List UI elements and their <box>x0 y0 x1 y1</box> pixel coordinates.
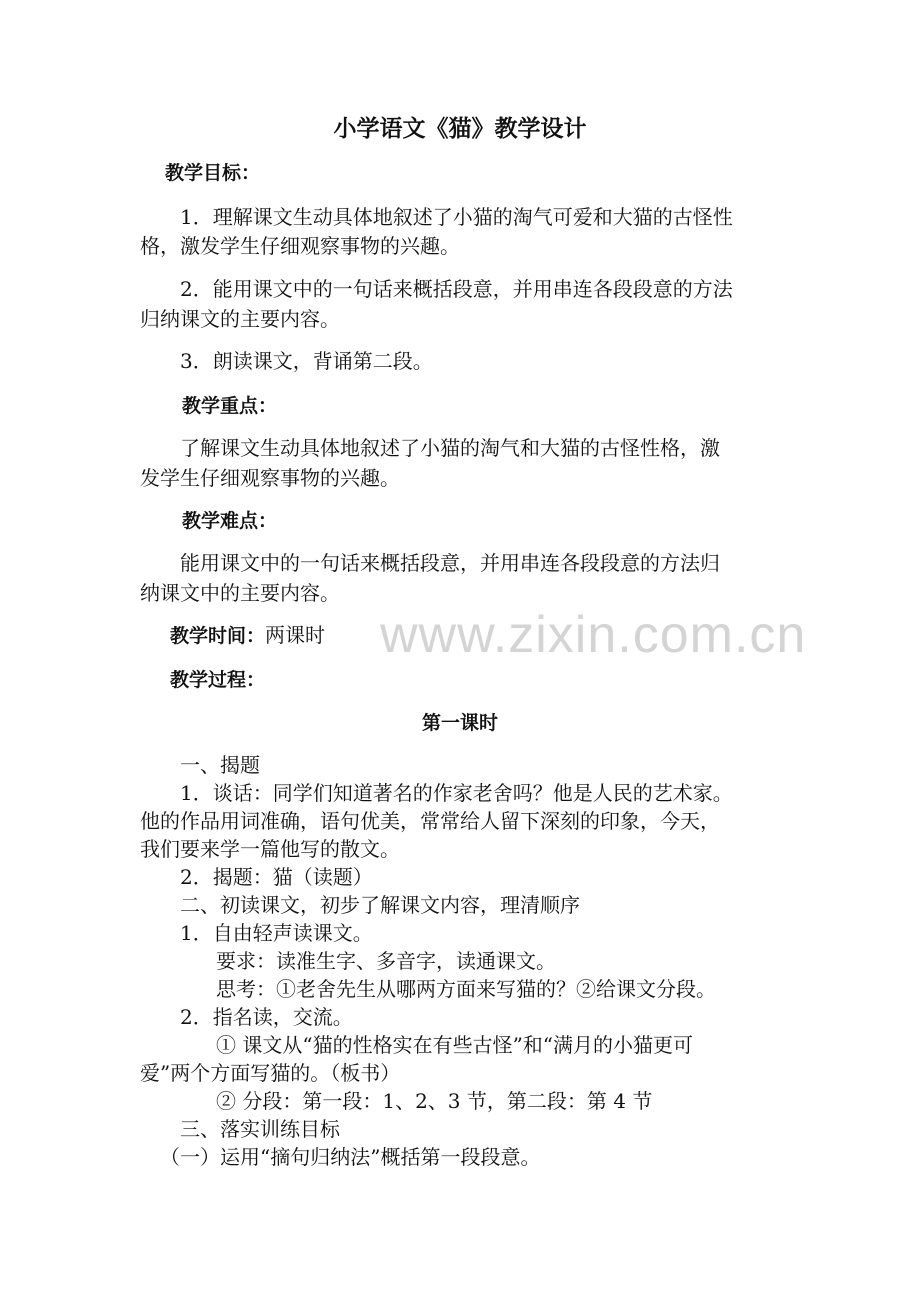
watermark: www.zixin.com.cn <box>380 606 807 664</box>
lesson-1-heading: 第一课时 <box>421 712 498 734</box>
difficulties-line-1: 能用课文中的一句话来概括段意，并用串连各段段意的方法归 <box>180 551 720 575</box>
section-2-1-thinking: 思考：①老舍先生从哪两方面来写猫的？②给课文分段。 <box>216 977 716 1001</box>
section-2-2-a-line-1: ① 课文从“猫的性格实在有些古怪”和“满月的小猫更可 <box>216 1033 694 1057</box>
section-2-1-requirement: 要求：读准生字、多音字，读通课文。 <box>216 949 556 973</box>
key-points-heading: 教学重点： <box>182 395 278 417</box>
process-heading: 教学过程： <box>170 669 266 691</box>
section-3-1: （一）运用“摘句归纳法”概括第一段段意。 <box>160 1145 541 1169</box>
section-2-2-a-line-2: 爱”两个方面写猫的。（板书） <box>140 1061 401 1085</box>
key-points-line-1: 了解课文生动具体地叙述了小猫的淘气和大猫的古怪性格，激 <box>180 436 720 460</box>
objective-2-line-2: 归纳课文的主要内容。 <box>140 307 340 331</box>
section-1-1-line-2: 他的作品用词准确，语句优美，常常给人留下深刻的印象，今天， <box>140 809 720 833</box>
objective-1-line-1: 1．理解课文生动具体地叙述了小猫的淘气可爱和大猫的古怪性 <box>180 205 733 229</box>
objective-2-line-1: 2．能用课文中的一句话来概括段意，并用串连各段段意的方法 <box>180 277 733 301</box>
document-title: 小学语文《猫》教学设计 <box>333 116 587 142</box>
section-2-1: 1．自由轻声读课文。 <box>180 921 373 945</box>
difficulties-heading: 教学难点： <box>182 510 278 532</box>
difficulties-line-2: 纳课文中的主要内容。 <box>140 581 340 605</box>
teaching-time-value: 两课时 <box>265 623 326 647</box>
section-1-1-line-3: 我们要来学一篇他写的散文。 <box>140 837 400 861</box>
teaching-time <box>170 620 810 651</box>
section-2-2: 2．指名读，交流。 <box>180 1005 353 1029</box>
section-2-2-b: ② 分段：第一段：1、2、3 节，第二段：第 4 节 <box>216 1089 653 1113</box>
objective-1-line-2: 格，激发学生仔细观察事物的兴趣。 <box>140 234 460 258</box>
section-1-2: 2．揭题：猫（读题） <box>180 865 373 889</box>
section-1-1-line-1: 1．谈话：同学们知道著名的作家老舍吗？他是人民的艺术家。 <box>180 781 733 805</box>
section-1-heading: 一、揭题 <box>180 753 260 777</box>
teaching-time-heading: 教学时间： <box>170 625 266 647</box>
objectives-heading: 教学目标： <box>165 162 261 184</box>
section-2-heading: 二、初读课文，初步了解课文内容，理清顺序 <box>180 893 580 917</box>
key-points-line-2: 发学生仔细观察事物的兴趣。 <box>140 466 400 490</box>
section-3-heading: 三、落实训练目标 <box>180 1117 340 1141</box>
objective-3: 3．朗读课文，背诵第二段。 <box>180 349 433 373</box>
